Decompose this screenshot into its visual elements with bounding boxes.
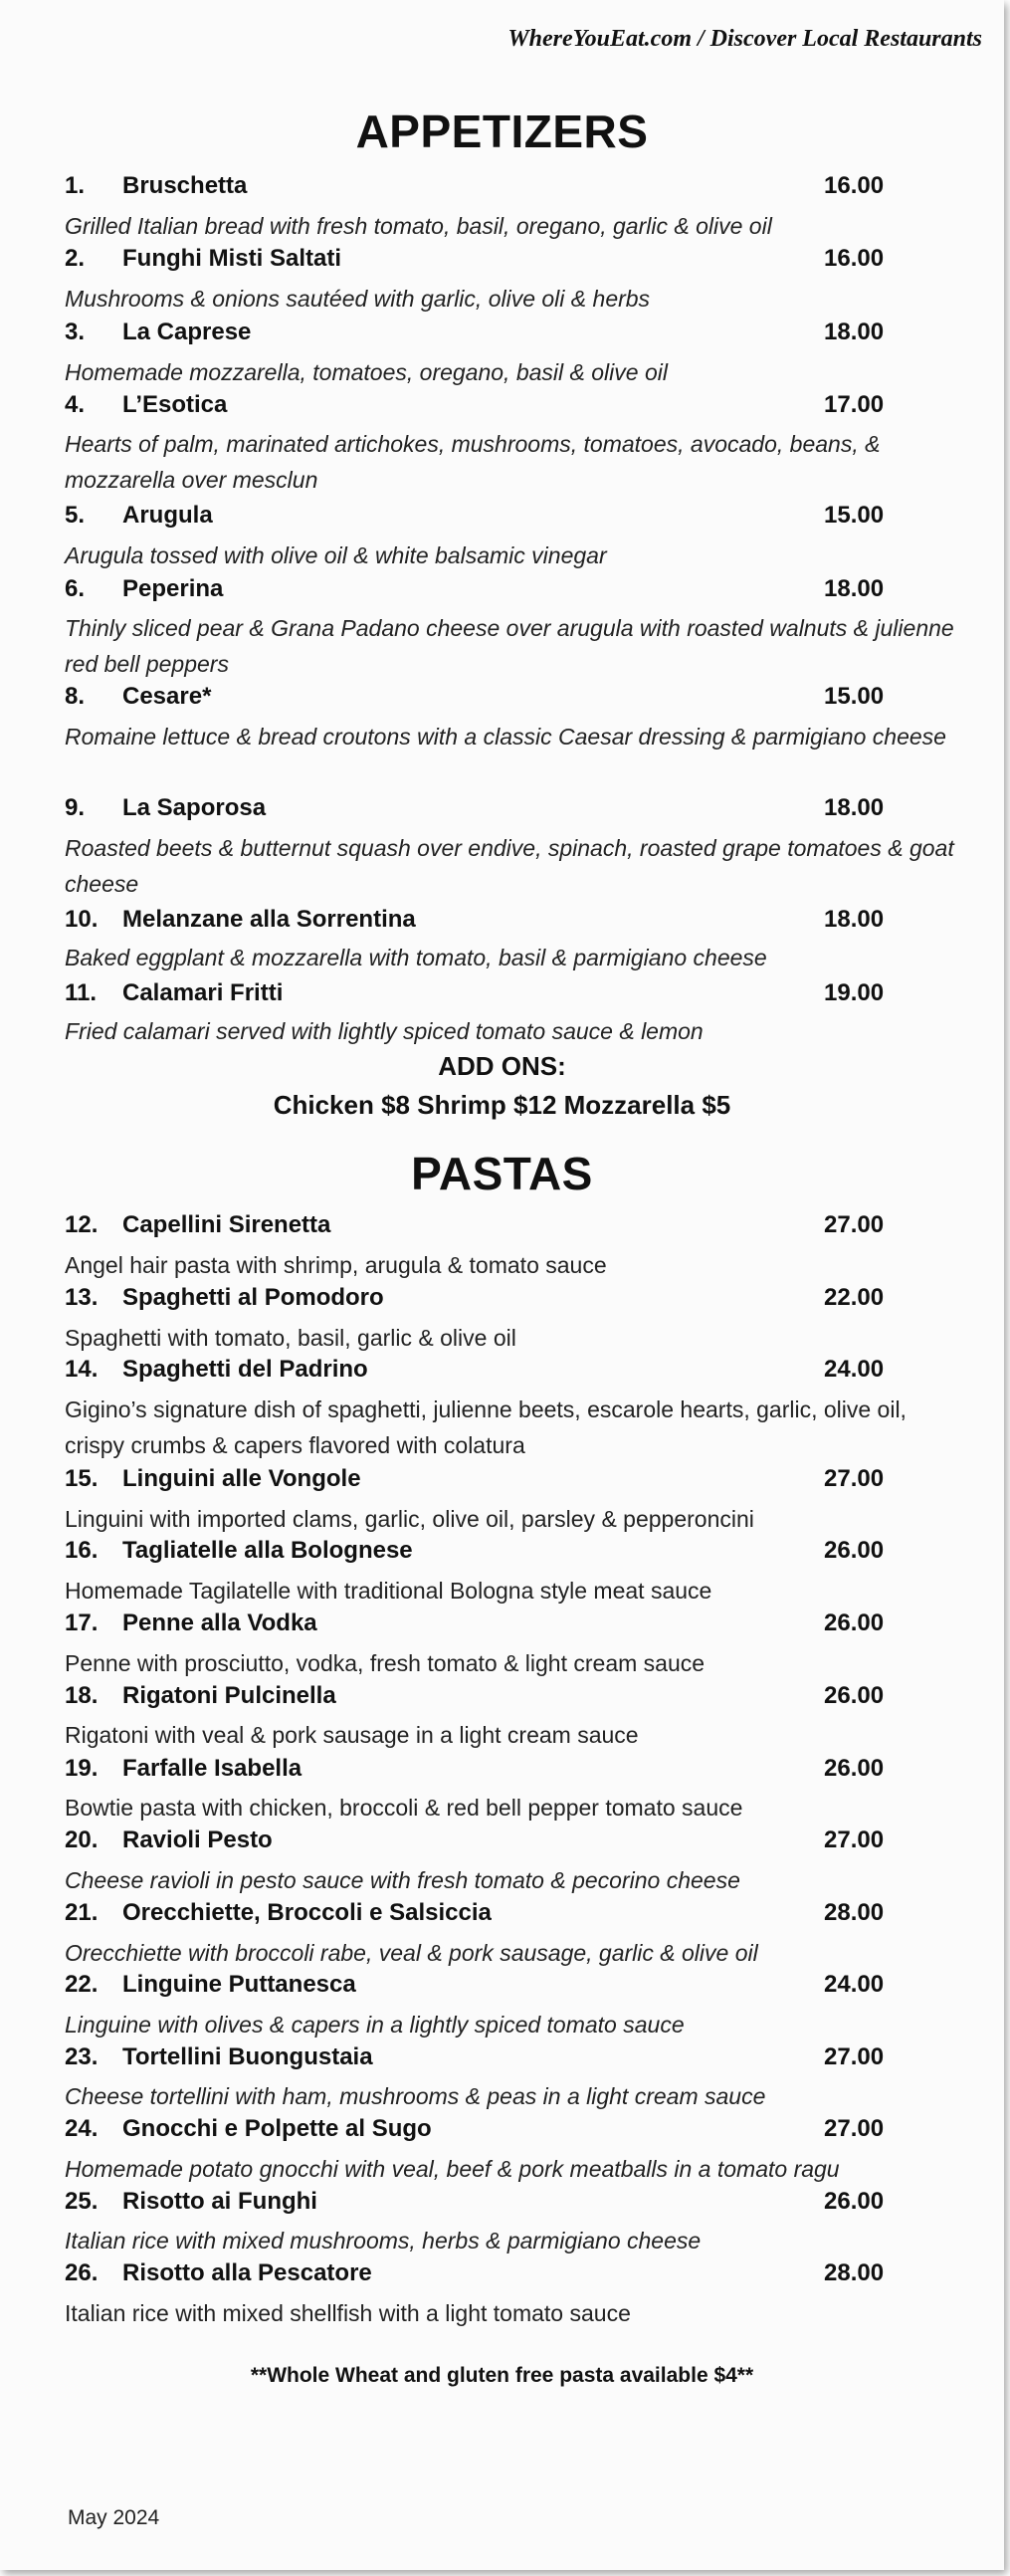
item-price: 15.00 bbox=[824, 502, 885, 529]
item-name: Bruschetta bbox=[122, 172, 248, 199]
menu-item bbox=[65, 794, 960, 830]
item-price: 26.00 bbox=[824, 1537, 885, 1564]
item-description: Orecchiette with broccoli rabe, veal & pork sausage, garlic & olive oil bbox=[65, 1940, 758, 1966]
item-description: Fried calamari served with lightly spiced tomato sauce & lemon bbox=[65, 1018, 704, 1044]
appetizers-title: APPETIZERS bbox=[355, 106, 649, 157]
item-number: 4. bbox=[65, 391, 86, 418]
item-number: 21. bbox=[65, 1899, 99, 1926]
item-number: 6. bbox=[65, 575, 86, 602]
item-price: 26.00 bbox=[824, 1755, 885, 1782]
item-name: Peperina bbox=[122, 575, 224, 602]
menu-item bbox=[65, 1356, 960, 1392]
item-name: La Caprese bbox=[122, 319, 252, 345]
item-description: Cheese tortellini with ham, mushrooms & peas in a light cream sauce bbox=[65, 2083, 766, 2109]
item-name: Rigatoni Pulcinella bbox=[122, 1682, 336, 1709]
item-number: 1. bbox=[65, 172, 86, 199]
menu-item bbox=[65, 245, 960, 281]
item-name: Risotto alla Pescatore bbox=[122, 2259, 372, 2286]
menu-item bbox=[65, 502, 960, 537]
item-price: 15.00 bbox=[824, 683, 885, 710]
item-price: 27.00 bbox=[824, 1465, 885, 1492]
item-number: 5. bbox=[65, 502, 86, 529]
item-number: 20. bbox=[65, 1826, 99, 1853]
item-number: 25. bbox=[65, 2188, 99, 2215]
item-description: Angel hair pasta with shrimp, arugula & tomato sauce bbox=[65, 1252, 607, 1278]
menu-item bbox=[65, 1899, 960, 1935]
menu-item bbox=[65, 2043, 960, 2079]
menu-item bbox=[65, 2259, 960, 2295]
item-number: 11. bbox=[65, 979, 98, 1006]
item-price: 19.00 bbox=[824, 979, 885, 1006]
item-description: Penne with prosciutto, vodka, fresh tomato & light cream sauce bbox=[65, 1650, 706, 1676]
item-price: 16.00 bbox=[824, 172, 885, 199]
item-description: Grilled Italian bread with fresh tomato, basil, oregano, garlic & olive oil bbox=[65, 213, 772, 239]
item-price: 17.00 bbox=[824, 391, 885, 418]
item-number: 14. bbox=[65, 1356, 99, 1383]
menu-item bbox=[65, 906, 960, 942]
item-number: 17. bbox=[65, 1610, 99, 1636]
item-price: 28.00 bbox=[824, 2259, 885, 2286]
item-description: Arugula tossed with olive oil & white balsamic vinegar bbox=[65, 542, 607, 568]
item-price: 27.00 bbox=[824, 1826, 885, 1853]
item-description: Cheese ravioli in pesto sauce with fresh tomato & pecorino cheese bbox=[65, 1867, 740, 1893]
menu-item bbox=[65, 683, 960, 719]
item-description: Roasted beets & butternut squash over endive, spinach, roasted grape tomatoes & goat cheese bbox=[65, 835, 954, 897]
item-name: Linguini alle Vongole bbox=[122, 1465, 361, 1492]
item-number: 13. bbox=[65, 1284, 99, 1311]
item-name: Spaghetti al Pomodoro bbox=[122, 1284, 384, 1311]
menu-item bbox=[65, 1211, 960, 1247]
pastas-title: PASTAS bbox=[411, 1148, 593, 1199]
item-name: Farfalle Isabella bbox=[122, 1755, 303, 1782]
item-price: 27.00 bbox=[824, 2115, 885, 2142]
item-price: 26.00 bbox=[824, 1682, 885, 1709]
menu-item bbox=[65, 1465, 960, 1501]
item-number: 9. bbox=[65, 794, 86, 821]
menu-item bbox=[65, 172, 960, 208]
item-price: 27.00 bbox=[824, 2043, 885, 2070]
menu-item bbox=[65, 1610, 960, 1645]
item-price: 18.00 bbox=[824, 319, 885, 345]
item-name: Orecchiette, Broccoli e Salsiccia bbox=[122, 1899, 492, 1926]
item-description: Italian rice with mixed mushrooms, herbs & parmigiano cheese bbox=[65, 2228, 702, 2254]
item-number: 24. bbox=[65, 2115, 99, 2142]
site-header: WhereYouEat.com / Discover Local Restaurants bbox=[507, 26, 982, 52]
item-name: Gnocchi e Polpette al Sugo bbox=[122, 2115, 432, 2142]
item-description: Homemade Tagilatelle with traditional Bologna style meat sauce bbox=[65, 1578, 712, 1604]
item-number: 19. bbox=[65, 1755, 99, 1782]
item-description: Bowtie pasta with chicken, broccoli & red bell pepper tomato sauce bbox=[65, 1795, 743, 1821]
item-number: 26. bbox=[65, 2259, 99, 2286]
menu-item bbox=[65, 2188, 960, 2224]
item-description: Linguine with olives & capers in a lightly spiced tomato sauce bbox=[65, 2012, 685, 2038]
item-price: 16.00 bbox=[824, 245, 885, 272]
item-number: 8. bbox=[65, 683, 86, 710]
item-name: Linguine Puttanesca bbox=[122, 1971, 356, 1998]
item-price: 26.00 bbox=[824, 2188, 885, 2215]
menu-item bbox=[65, 1284, 960, 1320]
item-description: Rigatoni with veal & pork sausage in a light cream sauce bbox=[65, 1722, 639, 1748]
item-name: Arugula bbox=[122, 502, 213, 529]
item-price: 26.00 bbox=[824, 1610, 885, 1636]
item-description: Romaine lettuce & bread croutons with a classic Caesar dressing & parmigiano cheese bbox=[65, 724, 946, 750]
item-price: 18.00 bbox=[824, 575, 885, 602]
item-name: L’Esotica bbox=[122, 391, 228, 418]
addons-list: Chicken $8 Shrimp $12 Mozzarella $5 bbox=[273, 1090, 731, 1120]
item-description: Hearts of palm, marinated artichokes, mushrooms, tomatoes, avocado, beans, & mozzarella over mesclun bbox=[65, 431, 881, 493]
item-price: 28.00 bbox=[824, 1899, 885, 1926]
item-name: La Saporosa bbox=[122, 794, 267, 821]
menu-item bbox=[65, 2115, 960, 2151]
item-description: Homemade mozzarella, tomatoes, oregano, basil & olive oil bbox=[65, 359, 668, 385]
item-price: 22.00 bbox=[824, 1284, 885, 1311]
item-description: Italian rice with mixed shellfish with a light tomato sauce bbox=[65, 2300, 631, 2326]
item-name: Funghi Misti Saltati bbox=[122, 245, 341, 272]
item-number: 2. bbox=[65, 245, 86, 272]
item-description: Gigino’s signature dish of spaghetti, julienne beets, escarole hearts, garlic, olive oil, crispy crumbs & capers flavored with colatura bbox=[65, 1396, 907, 1458]
item-number: 22. bbox=[65, 1971, 99, 1998]
item-description: Homemade potato gnocchi with veal, beef & pork meatballs in a tomato ragu bbox=[65, 2156, 840, 2182]
item-number: 16. bbox=[65, 1537, 99, 1564]
item-number: 23. bbox=[65, 2043, 99, 2070]
addons-title: ADD ONS: bbox=[438, 1051, 566, 1081]
item-description: Linguini with imported clams, garlic, olive oil, parsley & pepperoncini bbox=[65, 1506, 754, 1532]
gluten-free-note: **Whole Wheat and gluten free pasta available $4** bbox=[250, 2364, 754, 2387]
menu-item bbox=[65, 1826, 960, 1862]
menu-item bbox=[65, 979, 960, 1015]
item-name: Spaghetti del Padrino bbox=[122, 1356, 368, 1383]
item-number: 3. bbox=[65, 319, 86, 345]
item-price: 27.00 bbox=[824, 1211, 885, 1238]
item-description: Mushrooms & onions sautéed with garlic, olive oli & herbs bbox=[65, 286, 651, 312]
item-number: 10. bbox=[65, 906, 99, 933]
menu-item bbox=[65, 391, 960, 427]
item-number: 18. bbox=[65, 1682, 99, 1709]
item-name: Ravioli Pesto bbox=[122, 1826, 273, 1853]
item-price: 24.00 bbox=[824, 1971, 885, 1998]
item-number: 15. bbox=[65, 1465, 99, 1492]
item-name: Melanzane alla Sorrentina bbox=[122, 906, 416, 933]
item-name: Cesare* bbox=[122, 683, 212, 710]
menu-date: May 2024 bbox=[68, 2506, 160, 2529]
menu-item bbox=[65, 1755, 960, 1791]
item-price: 18.00 bbox=[824, 794, 885, 821]
item-price: 18.00 bbox=[824, 906, 885, 933]
menu-item bbox=[65, 1682, 960, 1718]
item-name: Tortellini Buongustaia bbox=[122, 2043, 373, 2070]
item-name: Penne alla Vodka bbox=[122, 1610, 317, 1636]
item-description: Thinly sliced pear & Grana Padano cheese over arugula with roasted walnuts & julienne red bell peppers bbox=[65, 615, 954, 677]
item-name: Capellini Sirenetta bbox=[122, 1211, 331, 1238]
item-price: 24.00 bbox=[824, 1356, 885, 1383]
item-name: Tagliatelle alla Bolognese bbox=[122, 1537, 413, 1564]
menu-item bbox=[65, 1537, 960, 1573]
menu-item bbox=[65, 575, 960, 611]
menu-item bbox=[65, 1971, 960, 2007]
item-name: Calamari Fritti bbox=[122, 979, 284, 1006]
item-name: Risotto ai Funghi bbox=[122, 2188, 317, 2215]
item-description: Spaghetti with tomato, basil, garlic & olive oil bbox=[65, 1325, 516, 1351]
item-number: 12. bbox=[65, 1211, 99, 1238]
menu-item bbox=[65, 319, 960, 354]
item-description: Baked eggplant & mozzarella with tomato, basil & parmigiano cheese bbox=[65, 945, 767, 970]
